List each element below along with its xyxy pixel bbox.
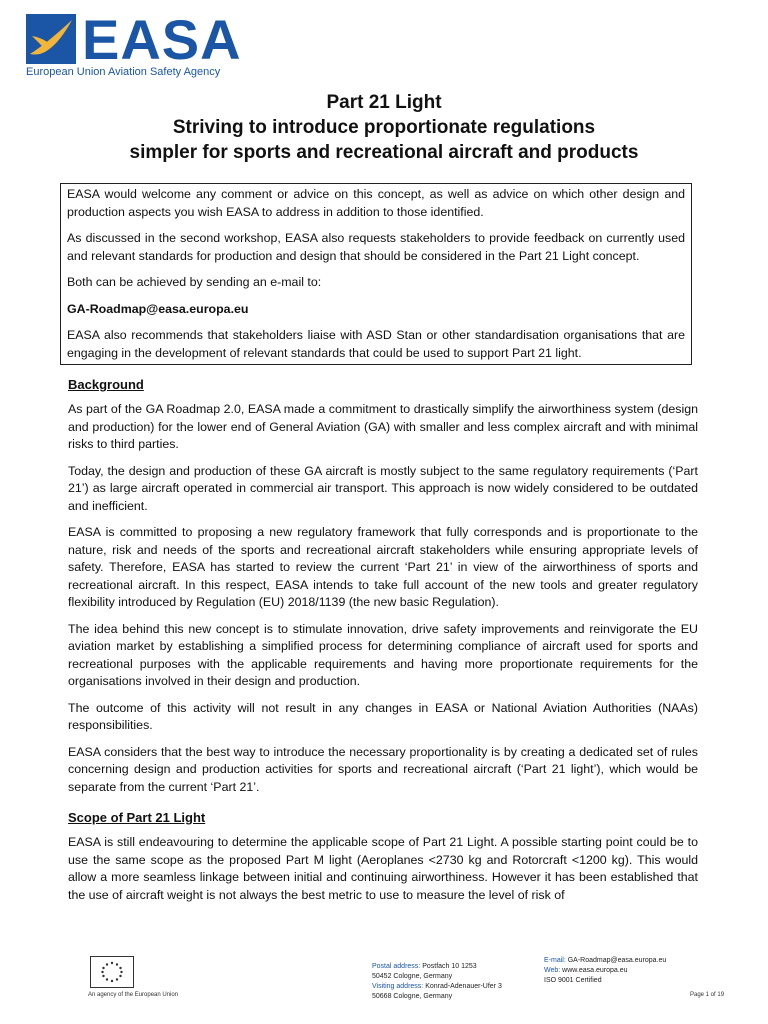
page-number: Page 1 of 19 <box>690 992 725 998</box>
body-paragraph: EASA is still endeavouring to determine the applicable scope of Part 21 Light. A possible starting point could be to use the same scope as the proposed Part M light (Aeroplanes <2730 kg and Rotorcraft <1200 kg). This would allow a more seamless linkage between initial and continuing airworthiness. However it has been established that the use of aircraft weight is not always the best metric to use to measure the level of risk of <box>68 835 698 902</box>
postal-label: Postal address: <box>372 963 421 970</box>
postal-address <box>372 962 502 1002</box>
title-line-3: simpler for sports and recreational aircraft and products <box>129 142 639 163</box>
body-paragraph: The outcome of this activity will not result in any changes in EASA or National Aviation Authorities (NAAs) responsibilities. <box>68 700 698 732</box>
contact-info <box>544 956 666 986</box>
box-paragraph: EASA would welcome any comment or advice on this concept, as well as advice on which other design and production aspects you wish EASA to address in addition to those identified. <box>67 187 685 219</box>
eu-flag-icon <box>90 956 134 988</box>
postal-city: 50452 Cologne, Germany <box>372 973 453 980</box>
body-paragraph: EASA considers that the best way to introduce the necessary proportionality is by creating a dedicated set of rules concerning design and production activities for sports and recreational aircraft (‘Part 21 light’), which would be separate from the current ‘Part 21’. <box>68 744 698 794</box>
easa-logo <box>26 8 242 80</box>
visiting-city: 50668 Cologne, Germany <box>372 993 453 1000</box>
logo-wordmark: EASA <box>82 8 242 71</box>
document-body <box>68 376 698 913</box>
title-line-1: Part 21 Light <box>326 92 442 113</box>
web-label: Web: <box>544 967 561 974</box>
visiting-label: Visiting address: <box>372 983 424 990</box>
footer-web-link[interactable]: www.easa.europa.eu <box>562 967 628 974</box>
background-heading: Background <box>68 377 144 392</box>
box-paragraph: EASA also recommends that stakeholders liaise with ASD Stan or other standardisation organisations that are engaging in the development of relevant standards that could be used to support Part 21 light. <box>67 328 685 360</box>
box-paragraph: Both can be achieved by sending an e-mail to: <box>67 275 322 289</box>
feedback-box <box>60 183 692 365</box>
iso-certification: ISO 9001 Certified <box>544 977 602 984</box>
page-footer <box>0 952 768 1024</box>
scope-heading: Scope of Part 21 Light <box>68 810 206 825</box>
title-line-2: Striving to introduce proportionate regulations <box>172 117 596 138</box>
box-paragraph: As discussed in the second workshop, EASA also requests stakeholders to provide feedback on currently used and relevant standards for production and design that should be considered in the Part 21 Light concept. <box>67 231 685 263</box>
email-link[interactable]: GA-Roadmap@easa.europa.eu <box>67 301 249 316</box>
agency-note: An agency of the European Union <box>88 992 179 998</box>
postal-value: Postfach 10 1253 <box>422 963 477 970</box>
body-paragraph: As part of the GA Roadmap 2.0, EASA made a commitment to drastically simplify the airworthiness system (design and production) for the lower end of General Aviation (GA) with smaller and less complex aircraft and with minimal risks to third parties. <box>68 402 698 451</box>
body-paragraph: EASA is committed to proposing a new regulatory framework that fully corresponds and is proportionate to the nature, risk and needs of the sports and recreational aircraft stakeholders while ensuring appropriate levels of safety. Therefore, EASA has started to review the current ‘Part 21’ in view of the airworthiness of sports and recreational aircraft. In this respect, EASA intends to take full account of the new tools and greater regulatory flexibility introduced by Regulation (EU) 2018/1139 (the new basic Regulation). <box>68 525 698 609</box>
visiting-value: Konrad-Adenauer-Ufer 3 <box>425 983 502 990</box>
body-paragraph: The idea behind this new concept is to stimulate innovation, drive safety improvements and reinvigorate the EU aviation market by establishing a simplified process for determining compliance of aircraft used for sports and recreational purposes with the applicable requirements and having more proportionate requirements for the organisations involved in their design and production. <box>68 621 698 688</box>
easa-bird-icon <box>26 14 76 64</box>
email-label: E-mail: <box>544 957 566 964</box>
body-paragraph: Today, the design and production of these GA aircraft is mostly subject to the same regulatory requirements (‘Part 21’) as large aircraft operated in commercial air transport. This approach is now widely considered to be outdated and inefficient. <box>68 463 698 513</box>
footer-email-link[interactable]: GA-Roadmap@easa.europa.eu <box>567 957 667 964</box>
document-title <box>0 90 768 165</box>
logo-subtitle: European Union Aviation Safety Agency <box>26 66 221 78</box>
